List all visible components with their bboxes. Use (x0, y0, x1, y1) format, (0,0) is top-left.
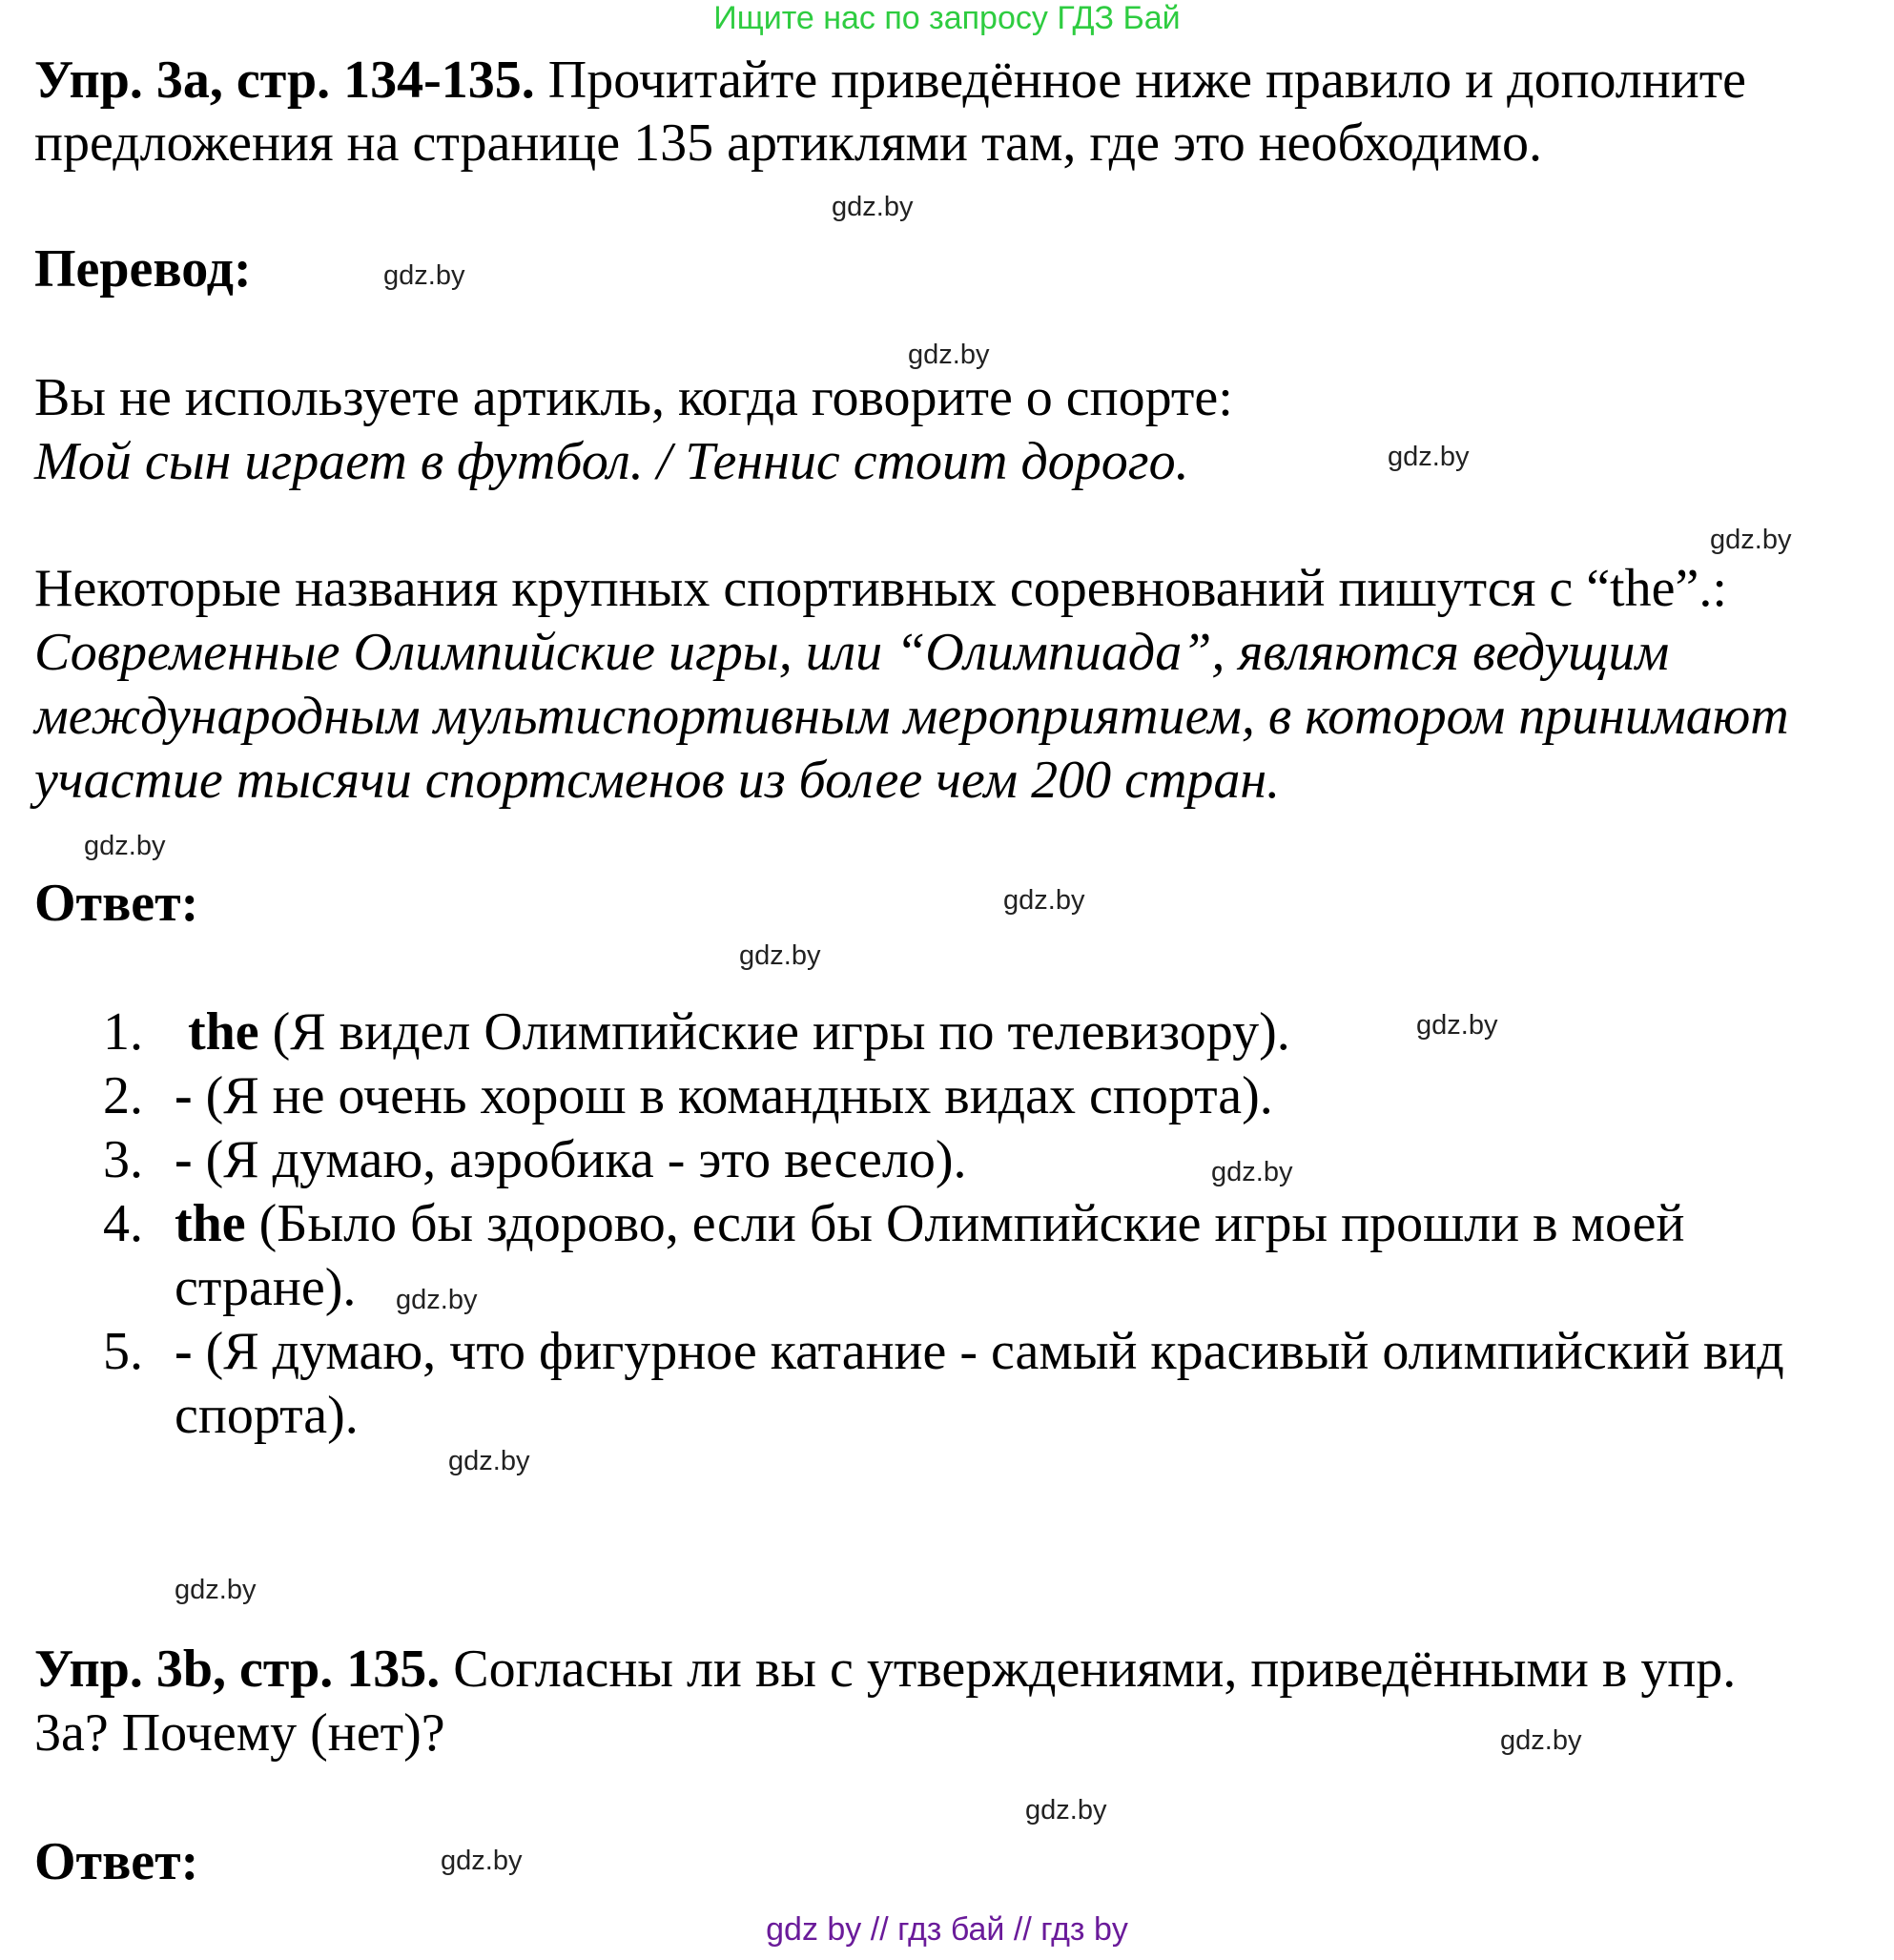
translation-example-3: международным мультиспортивным мероприятием, в котором принимают (34, 687, 1789, 746)
answer-item-article: - (175, 1322, 193, 1381)
watermark: gdz.by (739, 940, 821, 971)
answer-item-text: (Я не очень хорош в командных видах спорта). (192, 1066, 1273, 1125)
watermark: gdz.by (1003, 885, 1085, 916)
exercise-3b-title (34, 1639, 1736, 1700)
exercise-3a-title (34, 50, 1746, 111)
search-banner: Ищите нас по запросу ГДЗ Бай (713, 0, 1181, 36)
watermark: gdz.by (84, 831, 166, 861)
answer-item-article: - (175, 1066, 193, 1125)
watermark: gdz.by (448, 1446, 530, 1476)
exercise-3b-text-1: Согласны ли вы с утверждениями, приведёнными в упр. (440, 1640, 1737, 1699)
answer-2-heading: Ответ: (34, 1832, 199, 1891)
answer-item-text: (Было бы здорово, если бы Олимпийские игры прошли в моей (245, 1194, 1685, 1253)
exercise-3b-label: Упр. 3b, стр. 135. (34, 1640, 441, 1699)
answer-item-number: 1. (103, 1002, 143, 1062)
answer-item-number: 3. (103, 1130, 143, 1189)
exercise-3a-text-1: Прочитайте приведённое ниже правило и дополните (534, 51, 1747, 110)
answer-item-1 (103, 1001, 1290, 1063)
translation-rule-1: Вы не используете артикль, когда говорите о спорте: (34, 368, 1233, 427)
answer-item-3 (103, 1129, 967, 1190)
watermark: gdz.by (1500, 1725, 1582, 1756)
exercise-3b-text-2: 3a? Почему (нет)? (34, 1703, 445, 1763)
answer-item-number: 4. (103, 1194, 143, 1253)
answer-item-text: (Я думаю, аэробика - это весело). (192, 1130, 967, 1189)
translation-example-2: Современные Олимпийские игры, или “Олимпиада”, являются ведущим (34, 623, 1670, 682)
translation-example-4: участие тысячи спортсменов из более чем 200 стран. (34, 751, 1281, 810)
answer-item-2 (103, 1065, 1273, 1126)
watermark: gdz.by (1416, 1010, 1498, 1041)
answer-item-4 (103, 1193, 1684, 1254)
exercise-3a-text-2: предложения на странице 135 артиклями там, где это необходимо. (34, 113, 1543, 173)
watermark: gdz.by (1710, 525, 1792, 555)
watermark: gdz.by (832, 192, 914, 222)
answer-item-article: - (175, 1130, 193, 1189)
watermark: gdz.by (396, 1285, 478, 1315)
answer-item-text: (Я думаю, что фигурное катание - самый красивый олимпийский вид (192, 1322, 1784, 1381)
watermark: gdz.by (1025, 1795, 1107, 1826)
answer-item-number: 2. (103, 1066, 143, 1125)
watermark: gdz.by (1388, 442, 1470, 472)
translation-heading: Перевод: (34, 239, 252, 299)
watermark: gdz.by (908, 340, 990, 370)
answer-item-article: the (175, 1002, 259, 1062)
translation-example-1: Мой сын играет в футбол. / Теннис стоит дорого. (34, 432, 1189, 491)
answer-item-5 (103, 1321, 1784, 1382)
watermark: gdz.by (441, 1846, 523, 1876)
answer-item-article: the (175, 1194, 246, 1253)
answer-item-5-cont: спорта). (175, 1386, 359, 1445)
translation-rule-2: Некоторые названия крупных спортивных соревнований пишутся с “the”.: (34, 559, 1727, 618)
answer-heading: Ответ: (34, 874, 199, 933)
footer-links: gdz by // гдз бай // гдз by (766, 1911, 1128, 1948)
watermark: gdz.by (175, 1575, 257, 1605)
watermark: gdz.by (383, 260, 465, 291)
exercise-3a-label: Упр. 3a, стр. 134-135. (34, 51, 535, 110)
answer-item-text: (Я видел Олимпийские игры по телевизору). (258, 1002, 1290, 1062)
answer-item-4-cont: стране). (175, 1258, 357, 1317)
watermark: gdz.by (1211, 1157, 1293, 1187)
answer-item-number: 5. (103, 1322, 143, 1381)
